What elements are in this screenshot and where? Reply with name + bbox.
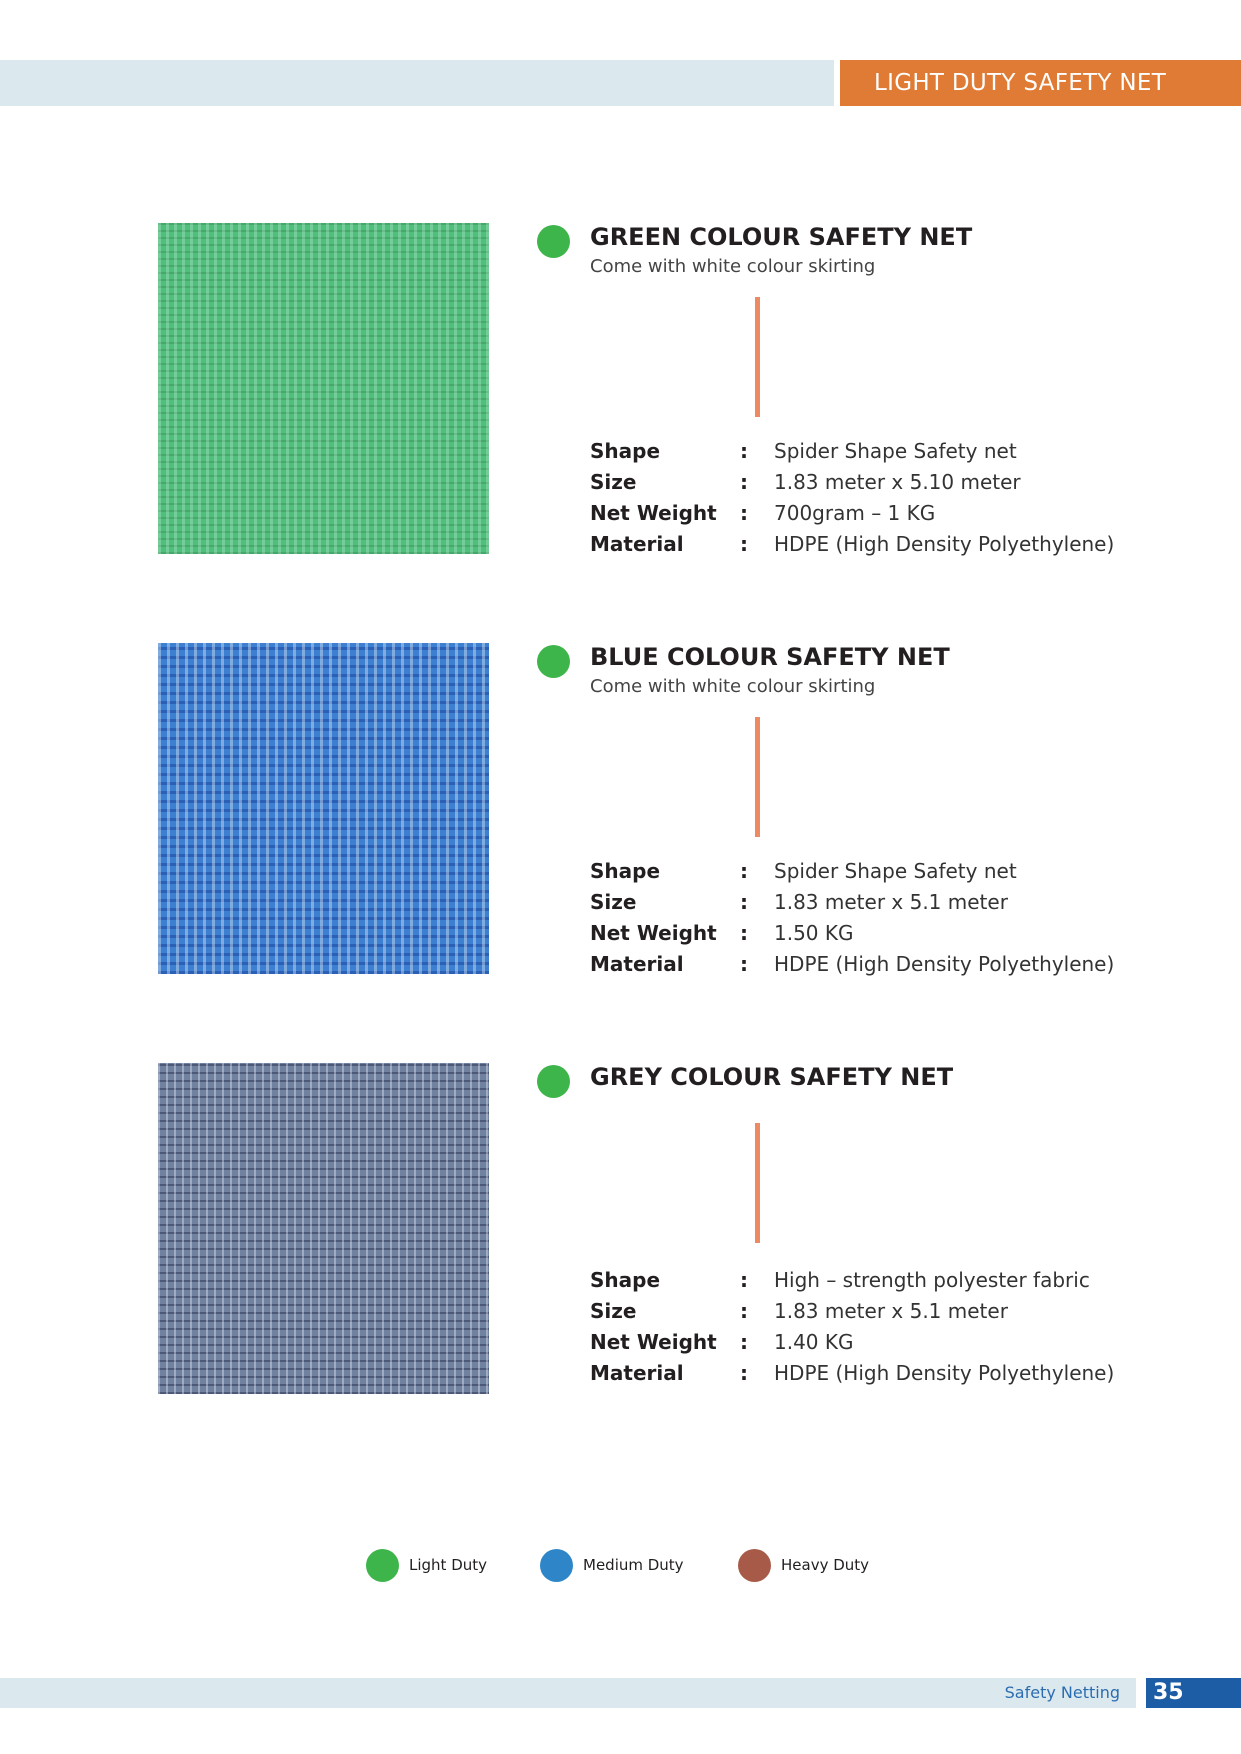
spec-value: High – strength polyester fabric	[774, 1267, 1090, 1292]
spec-value: 700gram – 1 KG	[774, 500, 936, 525]
spec-label: Shape	[590, 858, 661, 883]
spec-colon: :	[740, 1298, 748, 1323]
spec-value: 1.83 meter x 5.1 meter	[774, 889, 1008, 914]
legend-label: Light Duty	[409, 1556, 488, 1574]
spec-value: HDPE (High Density Polyethylene)	[774, 531, 1115, 556]
legend-item-heavy-duty	[738, 1548, 869, 1582]
legend-label: Heavy Duty	[781, 1556, 870, 1574]
spec-label: Shape	[590, 438, 661, 463]
medium-duty-dot-icon	[540, 1549, 573, 1582]
spec-colon: :	[740, 438, 748, 463]
legend-item-medium-duty	[540, 1548, 684, 1582]
heavy-duty-dot-icon	[738, 1549, 771, 1582]
grey-net-swatch-image	[158, 1063, 489, 1394]
product-title: GREY COLOUR SAFETY NET	[590, 1063, 954, 1091]
spec-label: Net Weight	[590, 1329, 717, 1354]
legend-item-light-duty	[366, 1548, 487, 1582]
product-green	[0, 223, 1241, 563]
spec-label: Size	[590, 1298, 637, 1323]
spec-row	[590, 855, 1150, 886]
legend-label: Medium Duty	[583, 1556, 684, 1574]
spec-label: Material	[590, 1360, 684, 1385]
spec-label: Material	[590, 951, 684, 976]
spec-colon: :	[740, 920, 748, 945]
spec-value: 1.40 KG	[774, 1329, 854, 1354]
spec-row	[590, 1326, 1150, 1357]
spec-colon: :	[740, 889, 748, 914]
spec-label: Shape	[590, 1267, 661, 1292]
spec-table	[590, 435, 1150, 559]
spec-label: Net Weight	[590, 500, 717, 525]
blue-net-swatch-image	[158, 643, 489, 974]
divider-line	[755, 1123, 760, 1243]
spec-value: 1.83 meter x 5.1 meter	[774, 1298, 1008, 1323]
spec-colon: :	[740, 858, 748, 883]
spec-colon: :	[740, 1267, 748, 1292]
spec-row	[590, 948, 1150, 979]
duty-legend	[0, 1548, 1241, 1588]
light-duty-bullet-icon	[537, 645, 570, 678]
section-title-tab: LIGHT DUTY SAFETY NET	[840, 60, 1241, 106]
footer-section-name: Safety Netting	[1004, 1683, 1120, 1702]
spec-row	[590, 1264, 1150, 1295]
light-duty-dot-icon	[366, 1549, 399, 1582]
page-number: 35	[1146, 1678, 1241, 1708]
spec-value: 1.50 KG	[774, 920, 854, 945]
product-grey	[0, 1063, 1241, 1403]
spec-label: Net Weight	[590, 920, 717, 945]
header-band	[0, 60, 834, 106]
spec-value: Spider Shape Safety net	[774, 858, 1017, 883]
spec-row	[590, 466, 1150, 497]
spec-row	[590, 1295, 1150, 1326]
product-subtitle: Come with white colour skirting	[590, 256, 876, 277]
spec-colon: :	[740, 531, 748, 556]
footer-band	[0, 1678, 1136, 1708]
spec-colon: :	[740, 951, 748, 976]
product-blue	[0, 643, 1241, 983]
spec-table	[590, 855, 1150, 979]
divider-line	[755, 297, 760, 417]
light-duty-bullet-icon	[537, 225, 570, 258]
spec-table	[590, 1264, 1150, 1388]
spec-row	[590, 528, 1150, 559]
spec-label: Material	[590, 531, 684, 556]
spec-value: Spider Shape Safety net	[774, 438, 1017, 463]
spec-row	[590, 497, 1150, 528]
spec-label: Size	[590, 889, 637, 914]
spec-colon: :	[740, 469, 748, 494]
spec-row	[590, 1357, 1150, 1388]
spec-row	[590, 917, 1150, 948]
green-net-swatch-image	[158, 223, 489, 554]
light-duty-bullet-icon	[537, 1065, 570, 1098]
product-subtitle: Come with white colour skirting	[590, 676, 876, 697]
product-title: GREEN COLOUR SAFETY NET	[590, 223, 973, 251]
divider-line	[755, 717, 760, 837]
spec-value: HDPE (High Density Polyethylene)	[774, 1360, 1115, 1385]
spec-colon: :	[740, 500, 748, 525]
spec-value: 1.83 meter x 5.10 meter	[774, 469, 1021, 494]
spec-row	[590, 435, 1150, 466]
spec-label: Size	[590, 469, 637, 494]
spec-value: HDPE (High Density Polyethylene)	[774, 951, 1115, 976]
product-title: BLUE COLOUR SAFETY NET	[590, 643, 950, 671]
spec-colon: :	[740, 1360, 748, 1385]
spec-colon: :	[740, 1329, 748, 1354]
spec-row	[590, 886, 1150, 917]
